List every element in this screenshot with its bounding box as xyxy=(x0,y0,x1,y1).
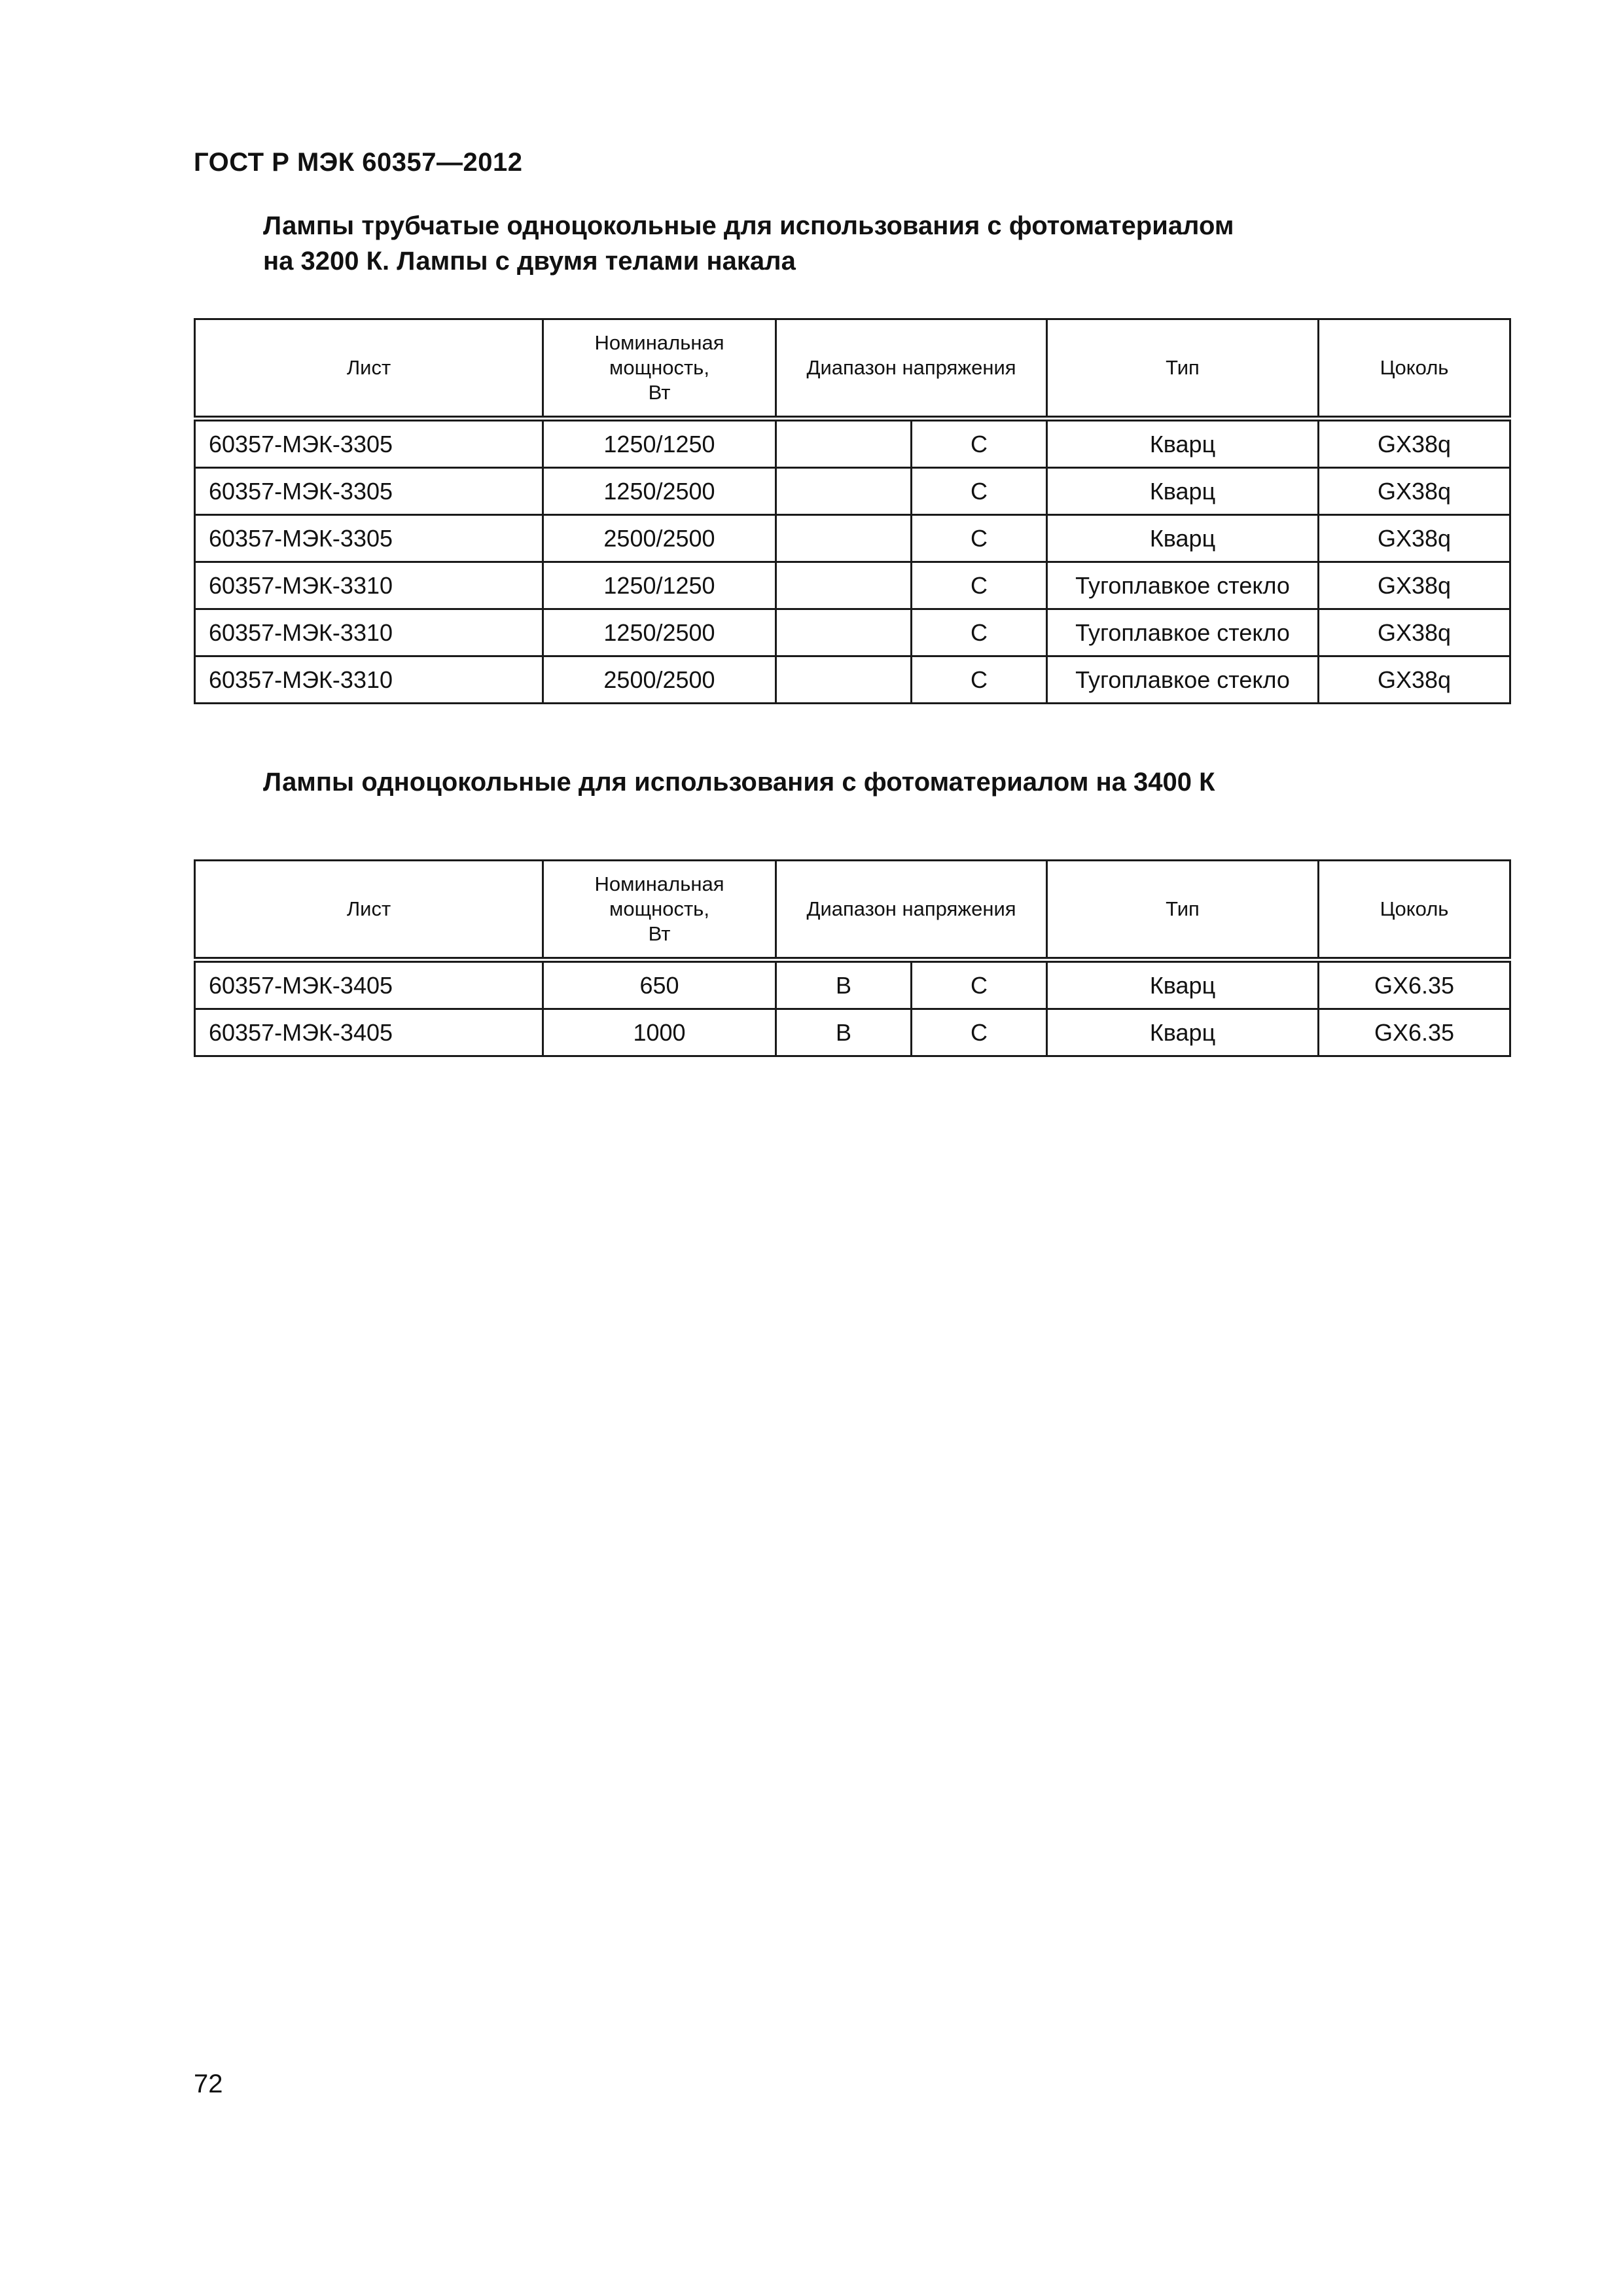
table-header-row xyxy=(195,319,1510,419)
cell-type: Кварц xyxy=(1047,1009,1319,1056)
cell-power: 2500/2500 xyxy=(543,515,776,562)
table-row xyxy=(195,468,1510,515)
page-number: 72 xyxy=(194,2070,223,2098)
column-header-power-line: Вт xyxy=(648,381,671,404)
cell-range-b: C xyxy=(912,1009,1047,1056)
cell-cap: GX38q xyxy=(1319,515,1510,562)
cell-type: Тугоплавкое стекло xyxy=(1047,609,1319,656)
cell-sheet: 60357-МЭК-3405 xyxy=(195,960,543,1009)
column-header-power-line: мощность, xyxy=(609,356,709,379)
cell-power: 2500/2500 xyxy=(543,656,776,704)
section-1-title xyxy=(263,208,1376,279)
cell-sheet: 60357-МЭК-3310 xyxy=(195,656,543,704)
column-header-power-line: Номинальная xyxy=(594,872,724,895)
cell-range-a: B xyxy=(776,960,912,1009)
column-header-sheet: Лист xyxy=(195,319,543,419)
cell-range-a xyxy=(776,562,912,609)
cell-range-b: C xyxy=(912,515,1047,562)
cell-sheet: 60357-МЭК-3305 xyxy=(195,515,543,562)
section-2-title-line: Лампы одноцокольные для использования с фотоматериалом на 3400 К xyxy=(263,768,1215,797)
table-row xyxy=(195,1009,1510,1056)
lamp-table-3200k xyxy=(194,318,1511,704)
cell-power: 1000 xyxy=(543,1009,776,1056)
table-row xyxy=(195,960,1510,1009)
column-header-type: Тип xyxy=(1047,319,1319,419)
section-1-title-line: на 3200 К. Лампы с двумя телами накала xyxy=(263,247,796,276)
cell-range-a xyxy=(776,419,912,468)
table-row xyxy=(195,515,1510,562)
column-header-power-line: мощность, xyxy=(609,897,709,920)
table-header-row xyxy=(195,861,1510,960)
table-row xyxy=(195,656,1510,704)
column-header-cap: Цоколь xyxy=(1319,861,1510,960)
column-header-power xyxy=(543,319,776,419)
cell-cap: GX38q xyxy=(1319,656,1510,704)
cell-sheet: 60357-МЭК-3305 xyxy=(195,419,543,468)
cell-power: 1250/2500 xyxy=(543,468,776,515)
cell-sheet: 60357-МЭК-3405 xyxy=(195,1009,543,1056)
section-2-title xyxy=(263,764,1376,800)
cell-power: 1250/1250 xyxy=(543,419,776,468)
cell-cap: GX38q xyxy=(1319,419,1510,468)
table-row xyxy=(195,609,1510,656)
column-header-sheet: Лист xyxy=(195,861,543,960)
cell-type: Кварц xyxy=(1047,419,1319,468)
cell-cap: GX6.35 xyxy=(1319,1009,1510,1056)
cell-sheet: 60357-МЭК-3310 xyxy=(195,609,543,656)
cell-range-b: C xyxy=(912,468,1047,515)
column-header-power xyxy=(543,861,776,960)
cell-sheet: 60357-МЭК-3310 xyxy=(195,562,543,609)
column-header-voltage-range: Диапазон напряжения xyxy=(776,319,1047,419)
cell-cap: GX38q xyxy=(1319,468,1510,515)
cell-type: Кварц xyxy=(1047,515,1319,562)
cell-cap: GX38q xyxy=(1319,609,1510,656)
table-row xyxy=(195,562,1510,609)
cell-range-a xyxy=(776,468,912,515)
cell-range-b: C xyxy=(912,656,1047,704)
table-row xyxy=(195,419,1510,468)
column-header-power-line: Вт xyxy=(648,922,671,945)
cell-range-a xyxy=(776,656,912,704)
cell-cap: GX6.35 xyxy=(1319,960,1510,1009)
cell-power: 1250/1250 xyxy=(543,562,776,609)
cell-sheet: 60357-МЭК-3305 xyxy=(195,468,543,515)
cell-type: Кварц xyxy=(1047,960,1319,1009)
cell-range-b: C xyxy=(912,609,1047,656)
column-header-power-line: Номинальная xyxy=(594,331,724,354)
column-header-cap: Цоколь xyxy=(1319,319,1510,419)
cell-power: 1250/2500 xyxy=(543,609,776,656)
cell-range-b: C xyxy=(912,419,1047,468)
cell-type: Кварц xyxy=(1047,468,1319,515)
cell-range-a: B xyxy=(776,1009,912,1056)
lamp-table-3400k xyxy=(194,859,1511,1057)
document-id: ГОСТ Р МЭК 60357—2012 xyxy=(194,148,523,177)
section-1-title-line: Лампы трубчатые одноцокольные для использования с фотоматериалом xyxy=(263,211,1234,240)
cell-type: Тугоплавкое стекло xyxy=(1047,562,1319,609)
column-header-voltage-range: Диапазон напряжения xyxy=(776,861,1047,960)
cell-power: 650 xyxy=(543,960,776,1009)
cell-cap: GX38q xyxy=(1319,562,1510,609)
column-header-type: Тип xyxy=(1047,861,1319,960)
cell-range-b: C xyxy=(912,562,1047,609)
cell-range-a xyxy=(776,609,912,656)
cell-range-a xyxy=(776,515,912,562)
cell-range-b: C xyxy=(912,960,1047,1009)
cell-type: Тугоплавкое стекло xyxy=(1047,656,1319,704)
